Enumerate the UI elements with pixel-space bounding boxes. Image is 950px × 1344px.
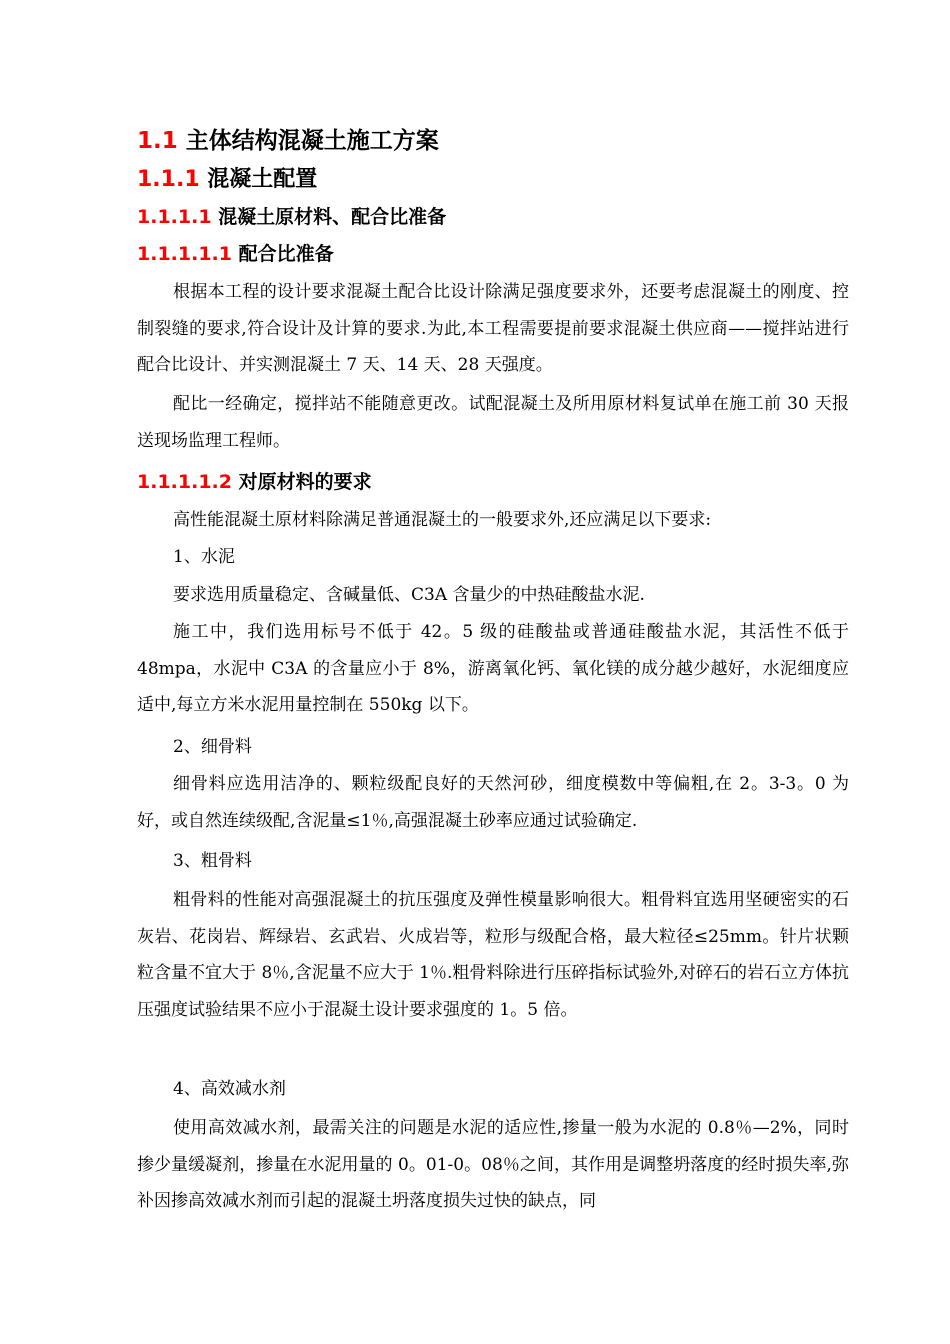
- heading-text: 主体结构混凝土施工方案: [177, 128, 439, 154]
- heading-number: 1.1.1: [137, 167, 200, 192]
- paragraph-superplasticizer: 使用高效减水剂，最需关注的问题是水泥的适应性,掺量一般为水泥的 0.8％—2%，同时掺少量缓凝剂，掺量在水泥用量的 0。01-0。08％之间，其作用是调整坍落度的经时损失率,弥补因掺高效减水剂而引起的混凝土坍落度损失过快的缺点，同: [137, 1118, 849, 1211]
- list-item-coarse-aggregate: 3、粗骨料: [173, 851, 252, 871]
- heading-level-3: [137, 202, 446, 229]
- paragraph-coarse-aggregate: 粗骨料的性能对高强混凝土的抗压强度及弹性模量影响很大。粗骨料宜选用坚硬密实的石灰岩、花岗岩、辉绿岩、玄武岩、火成岩等，粒形与级配合格，最大粒径≤25mm。针片状颗粒含量不宜大于 8％,含泥量不应大于 1％.粗骨料除进行压碎指标试验外,对碎石的岩石立方体抗压强度试验结果不应小于混凝土设计要求强度的 1。5 倍。: [137, 890, 849, 1020]
- paragraph-materials-intro: 高性能混凝土原材料除满足普通混凝土的一般要求外,还应满足以下要求:: [173, 510, 712, 530]
- paragraph-cement-requirement: 要求选用质量稳定、含碱量低、C3A 含量少的中热硅酸盐水泥.: [173, 585, 645, 605]
- list-item-superplasticizer: 4、高效减水剂: [173, 1079, 286, 1099]
- heading-level-4-materials: [137, 467, 372, 494]
- paragraph-cement-details: 施工中，我们选用标号不低于 42。5 级的硅酸盐或普通硅酸盐水泥，其活性不低于 48mpa，水泥中 C3A 的含量应小于 8%，游离氧化钙、氧化镁的成分越少越好，水泥细度应适中,每立方米水泥用量控制在 550kg 以下。: [137, 622, 849, 715]
- heading-text: 混凝土原材料、配合比准备: [211, 206, 447, 228]
- paragraph-fine-aggregate: 细骨料应选用洁净的、颗粒级配良好的天然河砂，细度模数中等偏粗,在 2。3-3。0 为好，或自然连续级配,含泥量≤1％,高强混凝土砂率应通过试验确定.: [137, 774, 849, 831]
- heading-number: 1.1.1.1.2: [137, 471, 232, 493]
- heading-text: 配合比准备: [231, 243, 334, 265]
- heading-level-2: [137, 162, 317, 193]
- heading-text: 对原材料的要求: [231, 471, 372, 493]
- heading-level-4-mix-ratio: [137, 239, 334, 266]
- heading-level-1: [137, 122, 439, 155]
- list-item-fine-aggregate: 2、细骨料: [173, 737, 252, 757]
- list-item-cement: 1、水泥: [173, 547, 235, 567]
- paragraph-mix-design: 根据本工程的设计要求混凝土配合比设计除满足强度要求外，还要考虑混凝土的刚度、控制裂缝的要求,符合设计及计算的要求.为此,本工程需要提前要求混凝土供应商——搅拌站进行配合比设计、并实测混凝土 7 天、14 天、28 天强度。: [137, 282, 849, 375]
- paragraph-mix-approval: 配比一经确定，搅拌站不能随意更改。试配混凝土及所用原材料复试单在施工前 30 天报送现场监理工程师。: [137, 394, 849, 451]
- heading-text: 混凝土配置: [199, 167, 318, 192]
- heading-number: 1.1.1.1: [137, 206, 212, 228]
- heading-number: 1.1: [137, 128, 178, 154]
- heading-number: 1.1.1.1.1: [137, 243, 232, 265]
